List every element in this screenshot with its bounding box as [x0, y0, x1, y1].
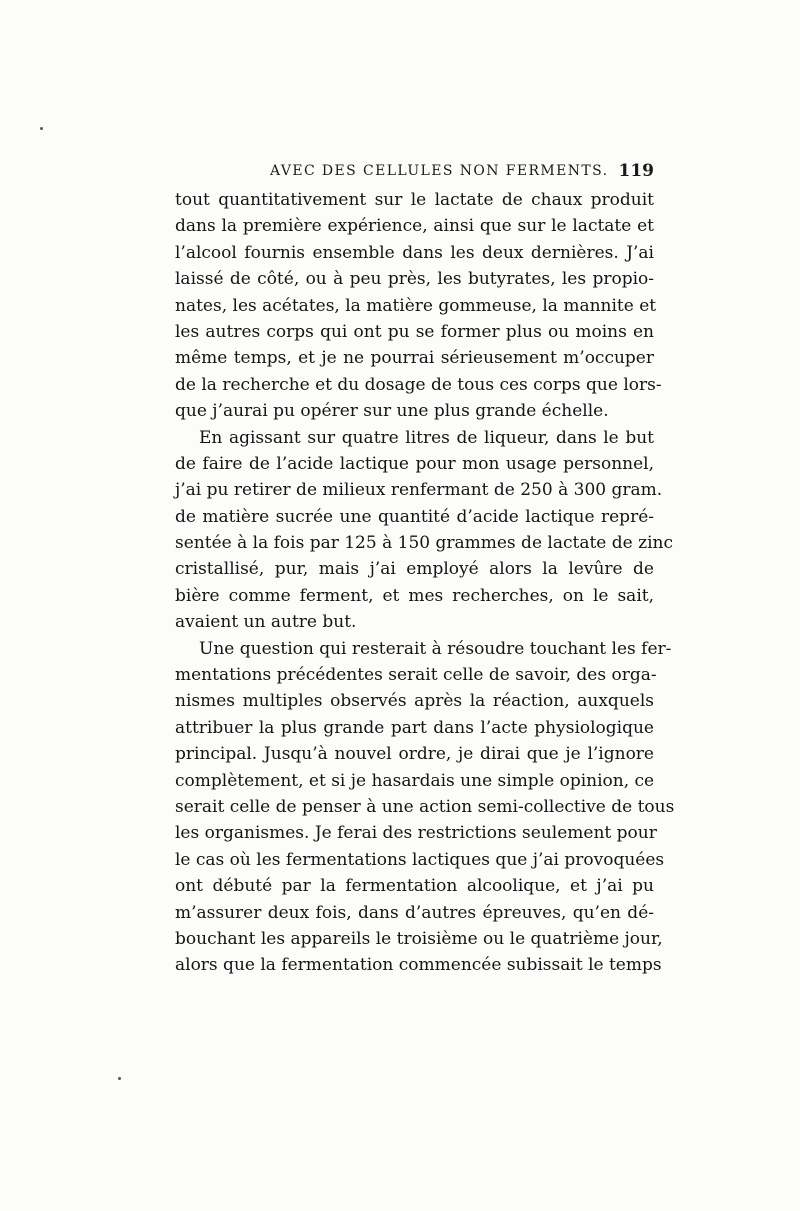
text-line: de matière sucrée une quantité d’acide lactique repré- [175, 506, 654, 527]
text-line: m’assurer deux fois, dans d’autres épreuves, qu’en dé- [175, 902, 654, 923]
running-title: AVEC DES CELLULES NON FERMENTS. [270, 163, 609, 179]
text-line: mentations précédentes serait celle de savoir, des orga- [175, 665, 657, 686]
text-line: de la recherche et du dosage de tous ces corps que lors- [175, 374, 662, 395]
text-line: les autres corps qui ont pu se former plus ou moins en [175, 321, 654, 342]
body-text [175, 187, 675, 979]
text-line: attribuer la plus grande part dans l’acte physiologique [175, 717, 654, 738]
text-line: de faire de l’acide lactique pour mon usage personnel, [175, 453, 654, 474]
text-line: sentée à la fois par 125 à 150 grammes de lactate de zinc [175, 533, 673, 554]
text-line: ont débuté par la fermentation alcoolique, et j’ai pu [175, 876, 654, 897]
text-line: bouchant les appareils le troisième ou le quatrième jour, [175, 928, 663, 949]
text-line: alors que la fermentation commencée subissait le temps [175, 955, 662, 976]
text-line: nismes multiples observés après la réaction, auxquels [175, 691, 654, 712]
text-line: j’ai pu retirer de milieux renfermant de 250 à 300 gram. [175, 480, 663, 501]
text-line: même temps, et je ne pourrai sérieusement m’occuper [175, 348, 654, 369]
running-head [270, 163, 654, 183]
text-line: Une question qui resterait à résoudre touchant les fer- [199, 638, 672, 659]
text-line: laissé de côté, ou à peu près, les butyrates, les propio- [175, 269, 654, 290]
page-number: 119 [618, 161, 654, 181]
text-line: les organismes. Je ferai des restrictions seulement pour [175, 823, 657, 844]
text-line: dans la première expérience, ainsi que sur le lactate et [175, 216, 654, 237]
text-line: En agissant sur quatre litres de liqueur, dans le but [199, 427, 654, 448]
text-line: serait celle de penser à une action semi-collective de tous [175, 796, 675, 817]
text-line: complètement, et si je hasardais une simple opinion, ce [175, 770, 655, 791]
text-line: nates, les acétates, la matière gommeuse, la mannite et [175, 295, 657, 316]
text-line: tout quantitativement sur le lactate de chaux produit [175, 190, 654, 210]
text-line: avaient un autre but. [175, 612, 357, 633]
paper-speck [40, 127, 43, 130]
text-line: le cas où les fermentations lactiques que j’ai provoquées [175, 849, 665, 870]
text-line: bière comme ferment, et mes recherches, on le sait, [175, 585, 654, 606]
text-line: que j’aurai pu opérer sur une plus grande échelle. [175, 401, 609, 422]
text-line: principal. Jusqu’à nouvel ordre, je dirai que je l’ignore [175, 744, 654, 765]
text-line: cristallisé, pur, mais j’ai employé alors la levûre de [175, 559, 654, 580]
text-line: l’alcool fournis ensemble dans les deux dernières. J’ai [175, 242, 654, 263]
paper-speck [118, 1077, 121, 1080]
